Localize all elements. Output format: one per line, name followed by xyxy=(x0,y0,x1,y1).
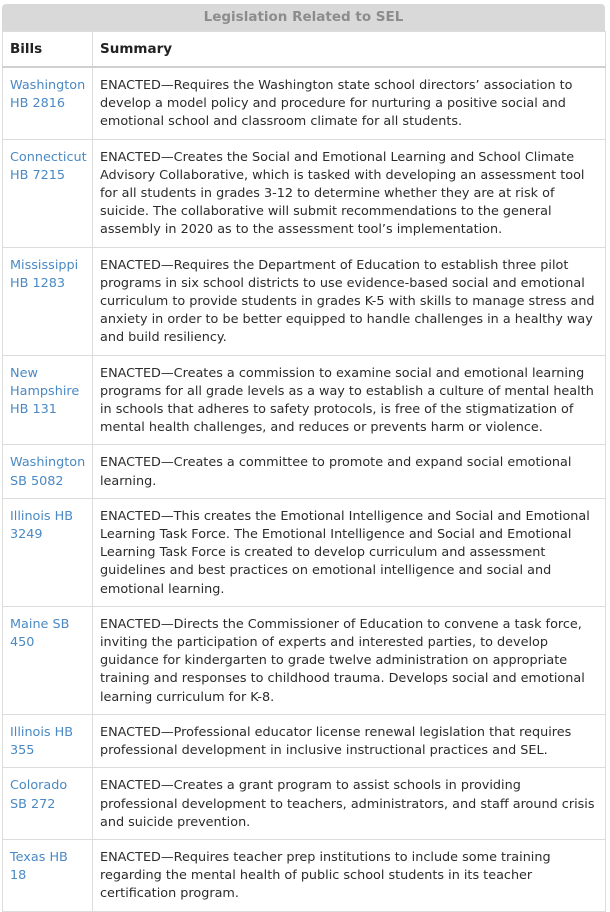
bill-link[interactable]: Texas HB 18 xyxy=(3,839,93,911)
header-row xyxy=(3,32,606,68)
bill-link[interactable]: Illinois HB 3249 xyxy=(3,498,93,606)
table-row xyxy=(3,498,606,606)
table-caption: Legislation Related to SEL xyxy=(2,4,605,31)
legislation-table xyxy=(2,31,606,912)
bill-link[interactable]: Colorado SB 272 xyxy=(3,768,93,840)
table-row xyxy=(3,67,606,139)
bill-summary: ENACTED—Creates a committee to promote and expand social emotional learning. xyxy=(93,445,606,498)
table-row xyxy=(3,445,606,498)
table-row xyxy=(3,355,606,445)
bill-link[interactable]: Washington SB 5082 xyxy=(3,445,93,498)
bill-link[interactable]: New Hampshire HB 131 xyxy=(3,355,93,445)
table-row xyxy=(3,606,606,714)
table-row xyxy=(3,839,606,911)
bill-summary: ENACTED—Requires teacher prep institutions to include some training regarding the mental health of public school students in its teacher certification program. xyxy=(93,839,606,911)
table-row xyxy=(3,247,606,355)
header-bills: Bills xyxy=(3,32,93,68)
bill-summary: ENACTED—Creates the Social and Emotional Learning and School Climate Advisory Collaborative, which is tasked with developing an assessment tool for all students in grades 3-12 to determine whether they are at risk of suicide. The collaborative will submit recommendations to the general assembly in 2020 as to the assessment tool’s implementation. xyxy=(93,139,606,247)
bill-link[interactable]: Maine SB 450 xyxy=(3,606,93,714)
bill-summary: ENACTED—Creates a commission to examine social and emotional learning programs for all grade levels as a way to establish a culture of mental health in schools that adheres to safety protocols, is free of the stigmatization of mental health challenges, and reduces or prevents harm or violence. xyxy=(93,355,606,445)
bill-summary: ENACTED—Requires the Washington state school directors’ association to develop a model policy and procedure for nurturing a positive social and emotional school and classroom climate for all students. xyxy=(93,67,606,139)
bill-link[interactable]: Washington HB 2816 xyxy=(3,67,93,139)
bill-link[interactable]: Illinois HB 355 xyxy=(3,714,93,767)
bill-summary: ENACTED—This creates the Emotional Intelligence and Social and Emotional Learning Task Force. The Emotional Intelligence and Social and Emotional Learning Task Force is created to develop curriculum and assessment guidelines and best practices on emotional intelligence and social and emotional learning. xyxy=(93,498,606,606)
bill-summary: ENACTED—Creates a grant program to assist schools in providing professional development to teachers, administrators, and staff around crisis and suicide prevention. xyxy=(93,768,606,840)
bill-summary: ENACTED—Directs the Commissioner of Education to convene a task force, inviting the participation of experts and interested parties, to develop guidance for kindergarten to grade twelve administration on appropriate training and responses to childhood trauma. Develops social and emotional learning curriculum for K-8. xyxy=(93,606,606,714)
bill-link[interactable]: Connecticut HB 7215 xyxy=(3,139,93,247)
table-row xyxy=(3,714,606,767)
header-summary: Summary xyxy=(93,32,606,68)
legislation-table-container xyxy=(2,4,605,912)
bill-summary: ENACTED—Requires the Department of Education to establish three pilot programs in six school districts to use evidence-based social and emotional curriculum to provide students in grades K-5 with skills to manage stress and anxiety in order to be better equipped to handle challenges in a healthy way and build resiliency. xyxy=(93,247,606,355)
table-row xyxy=(3,768,606,840)
bill-summary: ENACTED—Professional educator license renewal legislation that requires professional development in inclusive instructional practices and SEL. xyxy=(93,714,606,767)
bill-link[interactable]: Mississippi HB 1283 xyxy=(3,247,93,355)
table-row xyxy=(3,139,606,247)
